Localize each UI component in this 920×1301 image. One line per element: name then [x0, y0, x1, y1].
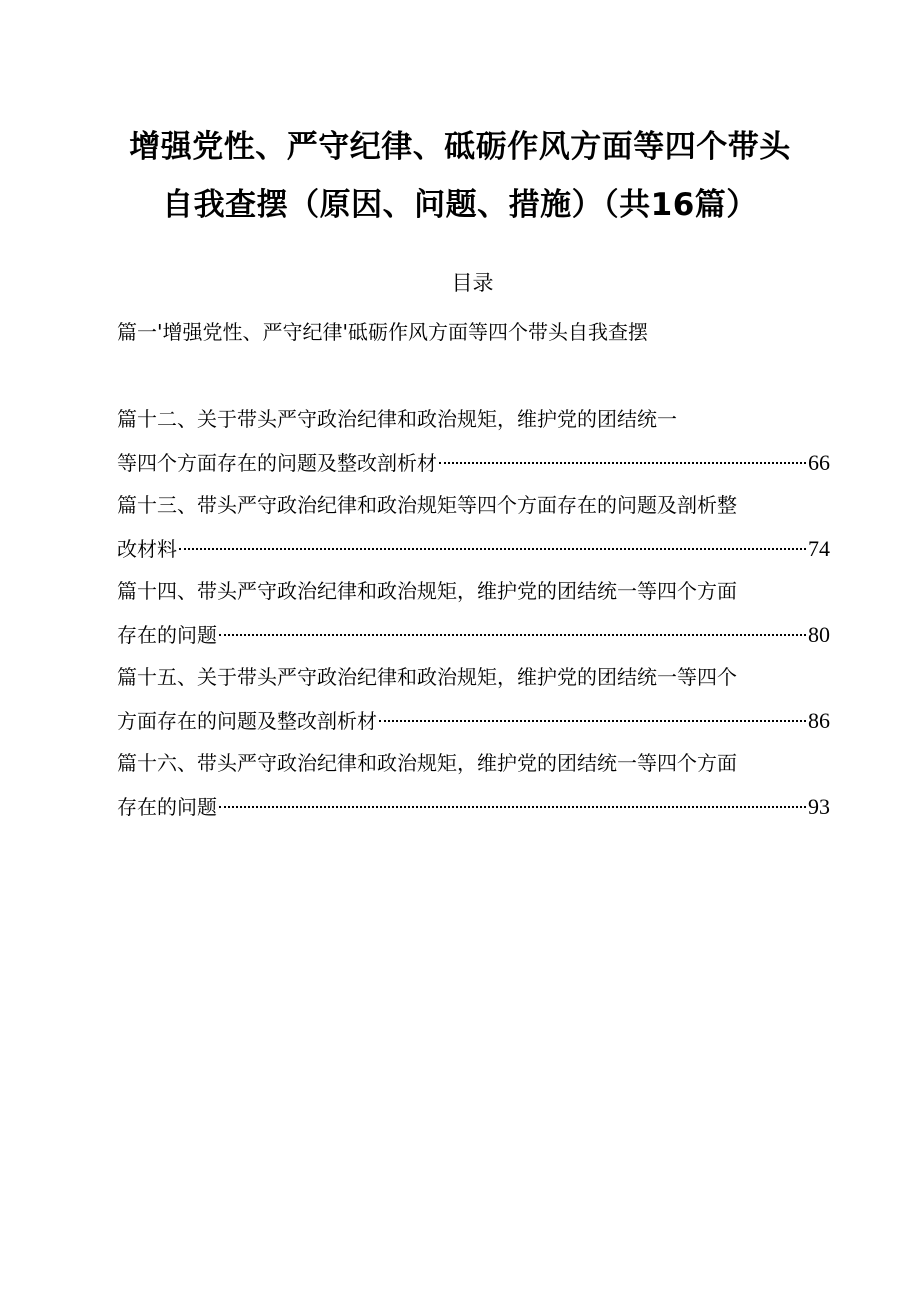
title-line-1: 增强党性、严守纪律、砥砺作风方面等四个带头	[129, 129, 791, 165]
toc-page-number: 66	[808, 450, 830, 475]
toc-entry-16[interactable]	[117, 742, 830, 828]
toc-entry-15[interactable]	[117, 656, 830, 742]
dot-leader	[219, 806, 806, 808]
toc-page-number: 86	[808, 708, 830, 733]
toc-page-number: 80	[808, 622, 830, 647]
toc-entry-title: 篇十五、关于带头严守政治纪律和政治规矩，维护党的团结统一等四个	[117, 665, 737, 689]
toc-entry-12[interactable]	[117, 398, 830, 484]
toc-list	[117, 398, 830, 828]
title-line-2: 自我查摆（原因、问题、措施）（共16篇）	[162, 187, 758, 223]
toc-entry-title-continuation: 等四个方面存在的问题及整改剖析材	[117, 451, 437, 475]
toc-entry-continuation-row	[117, 527, 830, 570]
toc-entry-title: 篇十六、带头严守政治纪律和政治规矩，维护党的团结统一等四个方面	[117, 751, 737, 775]
dot-leader	[179, 548, 806, 550]
toc-entry-title: 篇十四、带头严守政治纪律和政治规矩，维护党的团结统一等四个方面	[117, 579, 737, 603]
toc-entry-continuation-row	[117, 441, 830, 484]
toc-entry-title-continuation: 方面存在的问题及整改剖析材	[117, 709, 377, 733]
toc-entry-title-continuation: 存在的问题	[117, 795, 217, 819]
toc-heading: 目录	[451, 271, 494, 295]
toc-entry-title: 篇十三、带头严守政治纪律和政治规矩等四个方面存在的问题及剖析整	[117, 493, 737, 517]
toc-entry-continuation-row	[117, 699, 830, 742]
toc-entry-title-continuation: 存在的问题	[117, 623, 217, 647]
dot-leader	[379, 720, 806, 722]
toc-entry-continuation-row	[117, 785, 830, 828]
toc-entry-1[interactable]: 篇一'增强党性、严守纪律'砥砺作风方面等四个带头自我查摆	[117, 320, 648, 344]
toc-entry-14[interactable]	[117, 570, 830, 656]
document-title	[60, 118, 860, 234]
table-of-contents	[117, 314, 830, 828]
toc-page-number: 93	[808, 794, 830, 819]
toc-entry-13[interactable]	[117, 484, 830, 570]
toc-page-number: 74	[808, 536, 830, 561]
dot-leader	[439, 462, 806, 464]
toc-entry-title: 篇十二、关于带头严守政治纪律和政治规矩，维护党的团结统一	[117, 407, 677, 431]
toc-entry-title-continuation: 改材料	[117, 537, 177, 561]
dot-leader	[219, 634, 806, 636]
toc-entry-continuation-row	[117, 613, 830, 656]
